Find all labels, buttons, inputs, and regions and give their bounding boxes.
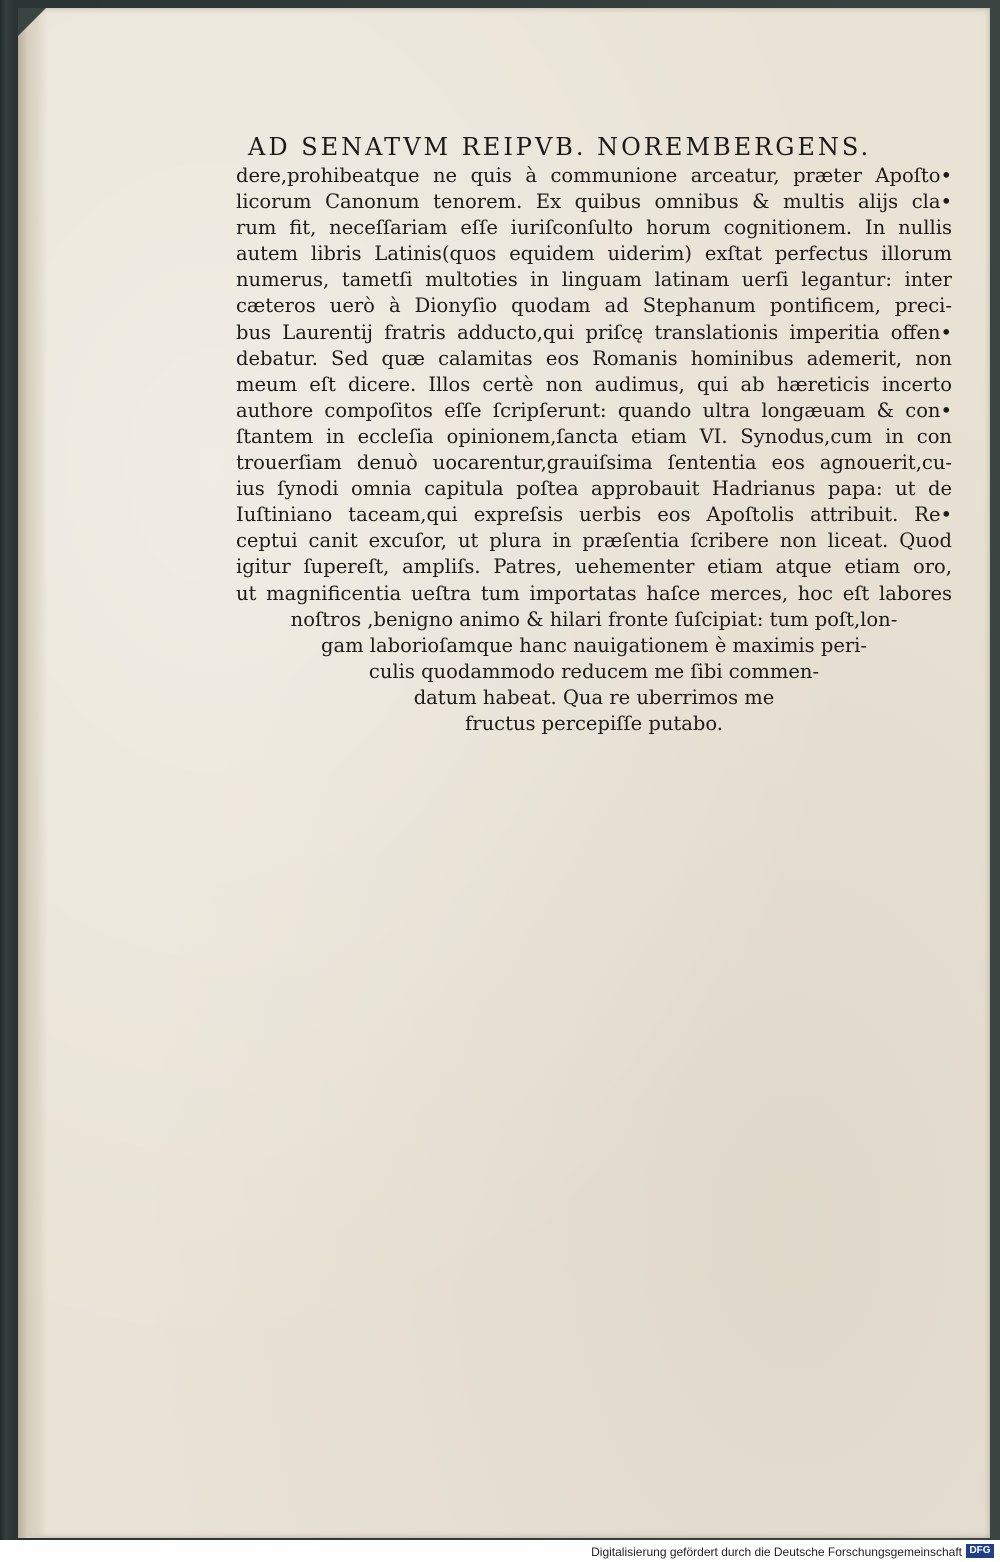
running-head: AD SENATVM REIPVB. NOREMBERGENS. bbox=[248, 133, 872, 161]
text-line: trouerſiam denuò uocarentur,grauiſsima ſententia eos agnouerit,cu- bbox=[236, 451, 952, 475]
text-line: numerus, tametſi multoties in linguam latinam uerſi legantur: inter bbox=[236, 268, 952, 292]
text-line: meum eſt dicere. Illos certè non audimus, qui ab hæreticis incerto bbox=[236, 372, 952, 396]
text-line: gam laborioſamque hanc nauigationem è maximis peri- bbox=[320, 633, 868, 657]
text-line: cæteros uerò à Dionyſio quodam ad Stephanum pontificem, preci- bbox=[236, 294, 952, 318]
text-line: bus Laurentij fratris adducto,qui priſcę translationis imperitia offen• bbox=[236, 320, 952, 344]
text-line: culis quodammodo reducem me ſibi commen- bbox=[368, 659, 820, 683]
page-corner-fold bbox=[18, 8, 46, 36]
page-gutter-shadow bbox=[18, 8, 48, 1538]
body-text bbox=[236, 163, 952, 737]
text-line: debatur. Sed quæ calamitas eos Romanis hominibus ademerit, non bbox=[236, 346, 952, 370]
text-line: rum fit, neceſſariam eſſe iuriſconſulto horum cognitionem. In nullis bbox=[236, 216, 952, 240]
text-line: Iuſtiniano taceam,qui expreſsis uerbis eos Apoſtolis attribuit. Re• bbox=[236, 503, 952, 527]
text-line: fructus percepiſſe putabo. bbox=[465, 711, 723, 735]
dfg-logo: DFG bbox=[966, 1544, 994, 1558]
text-line: ſtantem in eccleſia opinionem,ſancta etiam VI. Synodus,cum in con bbox=[236, 424, 952, 448]
funding-credit: Digitalisierung gefördert durch die Deutsche Forschungsgemeinschaft bbox=[591, 1545, 962, 1559]
text-line: autem libris Latinis(quos equidem uiderim) exſtat perfectus illorum bbox=[236, 242, 952, 266]
text-line: authore compoſitos eſſe ſcripſerunt: quando ultra longæuam & con• bbox=[236, 398, 952, 422]
text-line: licorum Canonum tenorem. Ex quibus omnibus & multis alijs cla• bbox=[236, 190, 952, 214]
text-line: dere,prohibeatque ne quis à communione arceatur, præter Apoſto• bbox=[236, 164, 952, 187]
text-line: ut magnificentia ueſtra tum importatas haſce merces, hoc eſt labores bbox=[236, 581, 952, 605]
text-line: igitur ſupereſt, ampliſs. Patres, uehementer etiam atque etiam oro, bbox=[236, 555, 952, 579]
text-line: ceptui canit excuſor, ut plura in præſentia ſcribere non liceat. Quod bbox=[236, 529, 952, 553]
text-line: datum habeat. Qua re uberrimos me bbox=[413, 685, 775, 709]
text-line: noſtros ,benigno animo & hilari fronte ſuſcipiat: tum poſt,lon- bbox=[290, 607, 898, 631]
text-line: ius ſynodi omnia capitula poſtea approbauit Hadrianus papa: ut de bbox=[236, 477, 952, 501]
